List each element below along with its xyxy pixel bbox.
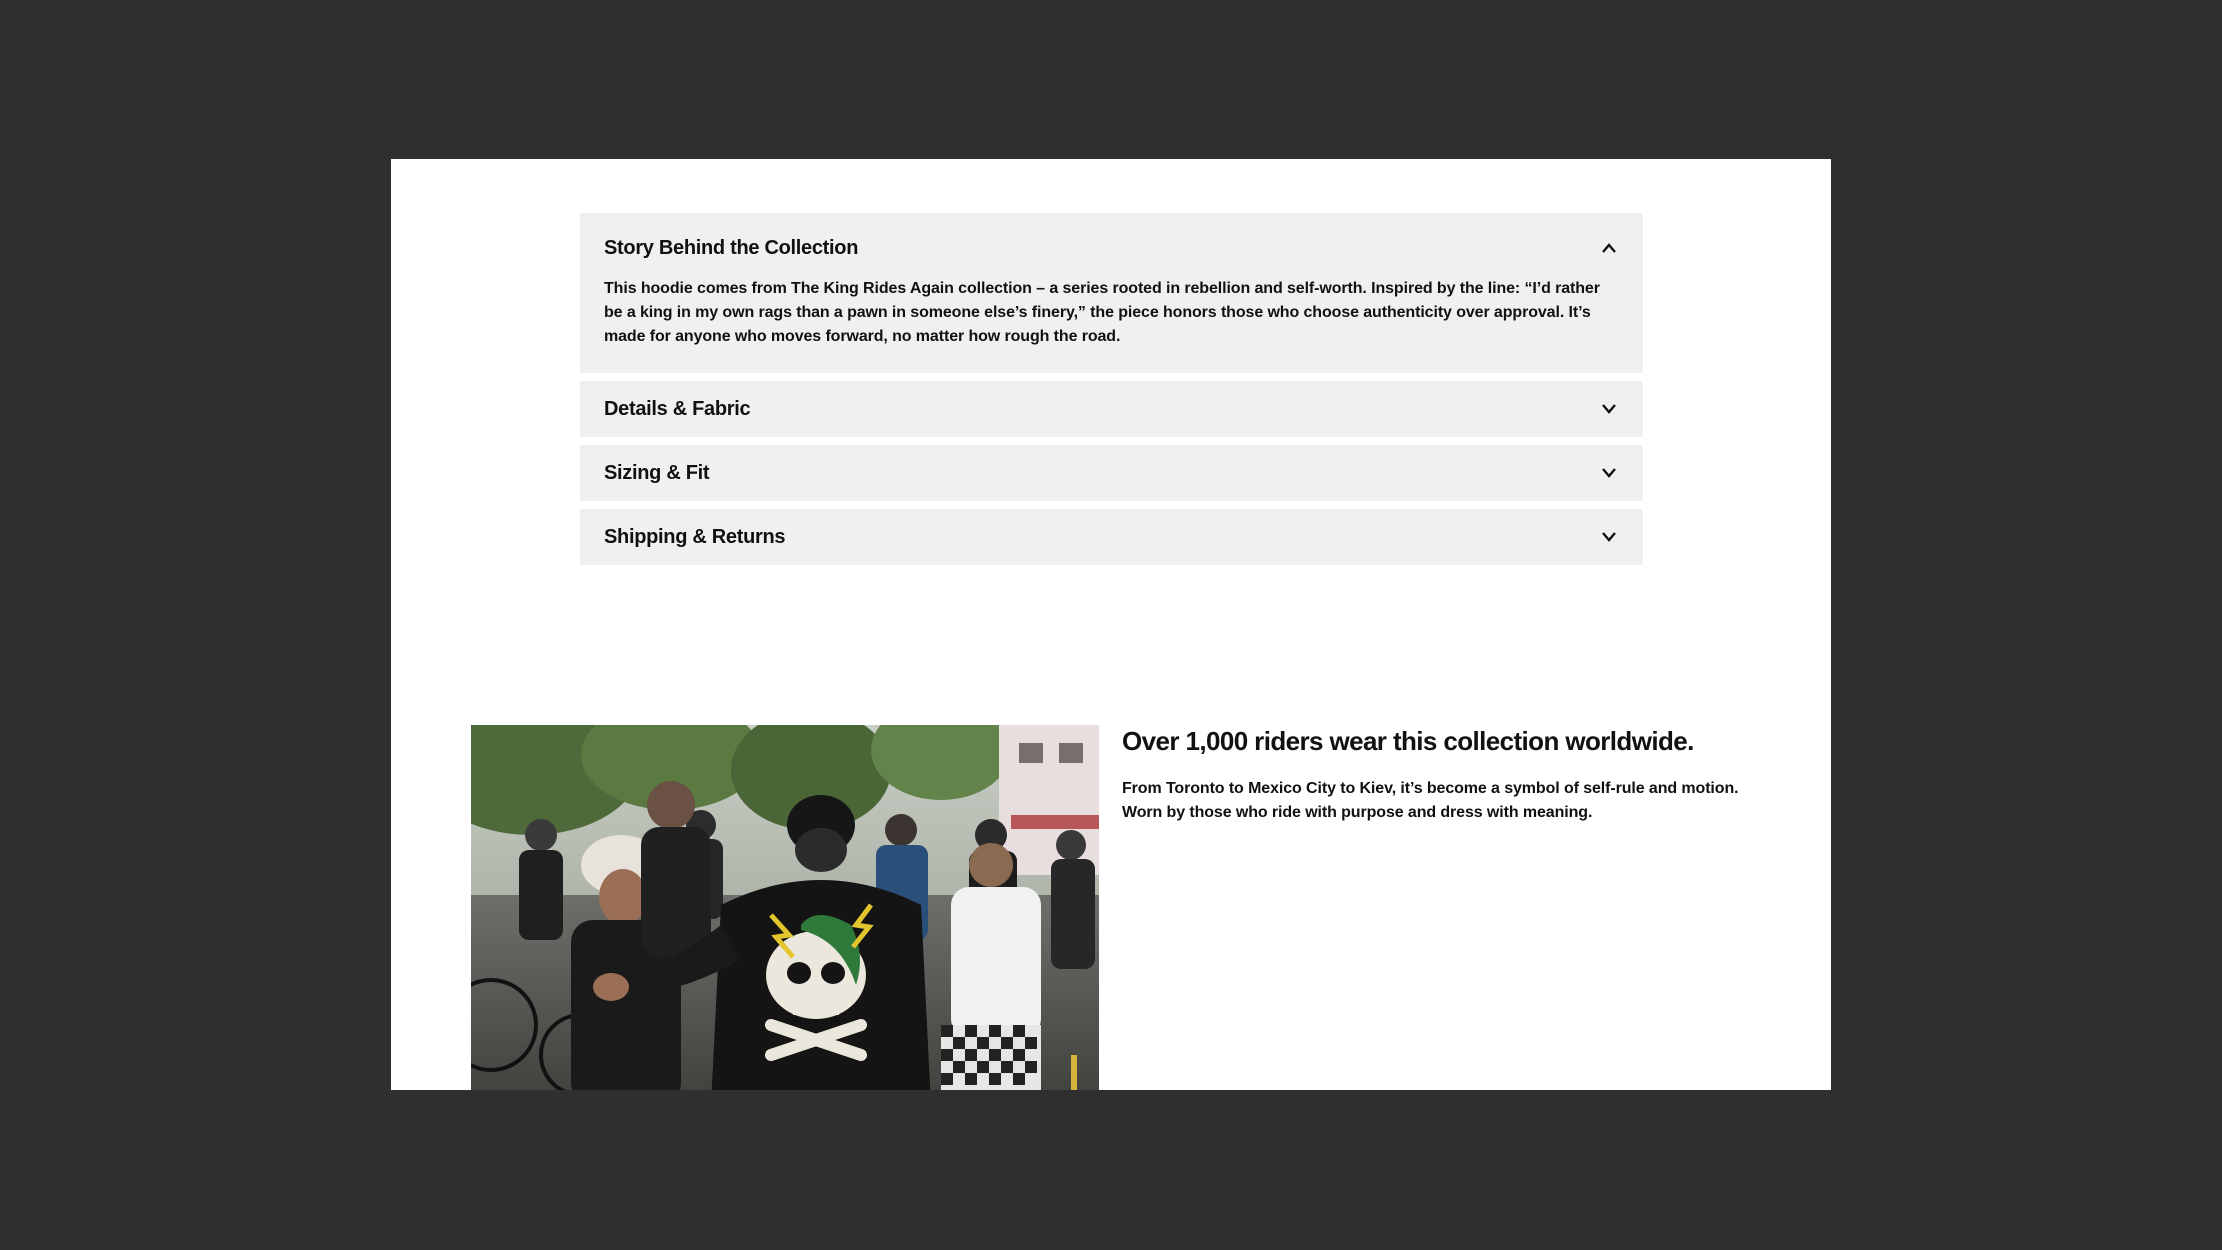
accordion-body-story [580, 277, 1643, 373]
accordion-item-details [580, 381, 1643, 437]
chevron-down-icon[interactable] [1599, 527, 1619, 547]
chevron-up-icon[interactable] [1599, 238, 1619, 258]
accordion-header-sizing[interactable] [580, 445, 1643, 501]
accordion-header-details[interactable] [580, 381, 1643, 437]
accordion-header-shipping[interactable] [580, 509, 1643, 565]
accordion-header-story[interactable] [580, 213, 1643, 283]
story-text: This hoodie comes from The King Rides Again collection – a series rooted in rebellion and self-worth. Inspired by the line: “I’d rather be a king in my own rags than a pawn in someone else’s finery,” the piece honors those who choose authenticity over approval. It’s made for anyone who moves forward, no matter how rough the road. [604, 280, 1600, 345]
feature-body-line-1: From Toronto to Mexico City to Kiev, it’s become a symbol of self-rule and motion. [1122, 780, 1739, 797]
feature-text-block [1122, 725, 1772, 825]
feature-body-line-2: Worn by those who ride with purpose and dress with meaning. [1122, 804, 1593, 821]
accordion-item-story [580, 213, 1643, 373]
accordion-title-shipping: Shipping & Returns [604, 525, 786, 548]
feature-description [1122, 777, 1772, 825]
product-accordion [580, 213, 1643, 573]
accordion-item-sizing [580, 445, 1643, 501]
chevron-down-icon[interactable] [1599, 463, 1619, 483]
accordion-title-sizing: Sizing & Fit [604, 461, 710, 484]
riders-photo [471, 725, 1099, 1090]
accordion-title-details: Details & Fabric [604, 397, 751, 420]
accordion-item-shipping [580, 509, 1643, 565]
product-details-page [391, 159, 1831, 1090]
accordion-title-story: Story Behind the Collection [604, 236, 859, 259]
feature-heading: Over 1,000 riders wear this collection worldwide. [1122, 726, 1694, 756]
chevron-down-icon[interactable] [1599, 399, 1619, 419]
